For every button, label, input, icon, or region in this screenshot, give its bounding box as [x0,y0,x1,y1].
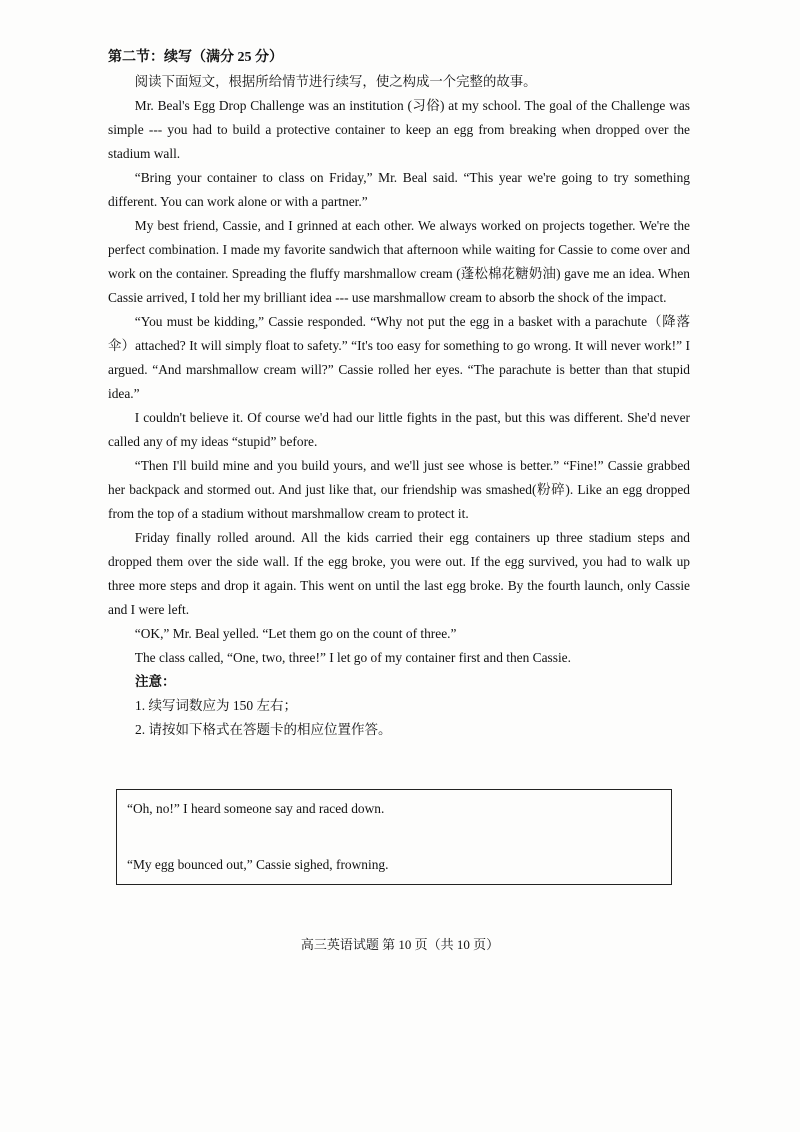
note-item: 2. 请按如下格式在答题卡的相应位置作答。 [135,722,392,737]
passage-body [108,46,690,742]
story-paragraph: Friday finally rolled around. All the kids carried their egg containers up three stadium steps and dropped them over the side wall. If the egg broke, you were out. If the egg survived, you had to walk up three more steps and drop it again. This went on until the last egg broke. By the fourth launch, only Cassie and I were left. [108,530,690,617]
story-paragraph: My best friend, Cassie, and I grinned at each other. We always worked on projects together. We're the perfect combination. I made my favorite sandwich that afternoon while waiting for Cassie to come over and work on the container. Spreading the fluffy marshmallow cream (蓬松棉花糖奶油) gave me an idea. When Cassie arrived, I told her my brilliant idea --- use marshmallow cream to absorb the shock of the impact. [108,218,690,305]
story-paragraph: I couldn't believe it. Of course we'd had our little fights in the past, but this was different. She'd never called any of my ideas “stupid” before. [108,410,690,449]
notes-title: 注意： [135,674,176,689]
note-item: 1. 续写词数应为 150 左右； [135,698,297,713]
page-footer: 高三英语试题 第 10 页（共 10 页） [300,937,500,952]
story-paragraph: Mr. Beal's Egg Drop Challenge was an institution (习俗) at my school. The goal of the Challenge was simple --- you had to build a protective container to keep an egg from breaking when dropped over the stadium wall. [108,98,690,161]
story-paragraph: “Bring your container to class on Friday,” Mr. Beal said. “This year we're going to try something different. You can work alone or with a partner.” [108,170,690,209]
story-paragraph: The class called, “One, two, three!” I let go of my container first and then Cassie. [134,650,571,665]
story-paragraph: “OK,” Mr. Beal yelled. “Let them go on the count of three.” [134,626,457,641]
section-title: 第二节：续写（满分 25 分） [108,50,283,65]
continuation-start-line-1: “Oh, no!” I heard someone say and raced down. [127,801,385,816]
answer-format-box [116,789,672,885]
continuation-start-line-2: “My egg bounced out,” Cassie sighed, frowning. [127,857,389,872]
instruction-paragraph: 阅读下面短文，根据所给情节进行续写，使之构成一个完整的故事。 [134,74,537,89]
story-paragraph: “You must be kidding,” Cassie responded. “Why not put the egg in a basket with a parachute（降落伞）attached? It will simply float to safety.” “It's too easy for something to go wrong. It will never work!” I argued. “And marshmallow cream will?” Cassie rolled her eyes. “The parachute is better than that stupid idea.” [108,314,690,401]
story-paragraph: “Then I'll build mine and you build yours, and we'll just see whose is better.” “Fine!” Cassie grabbed her backpack and stormed out. And just like that, our friendship was smashed(粉碎). Like an egg dropped from the top of a stadium without marshmallow cream to protect it. [108,458,690,521]
